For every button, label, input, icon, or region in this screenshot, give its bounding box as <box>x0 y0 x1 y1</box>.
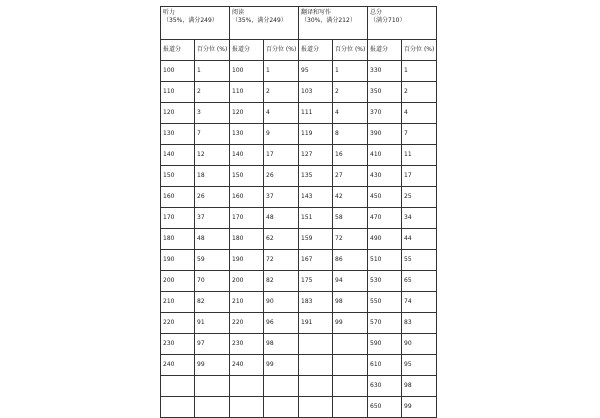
listening-score-cell: 120 <box>161 103 195 124</box>
total-percentile-cell: 98 <box>402 376 437 397</box>
column-header-percentile: 百分位 (%) <box>264 40 299 61</box>
reading-percentile-cell: 26 <box>264 166 299 187</box>
translation-writing-percentile-cell <box>333 334 368 355</box>
translation-writing-score-cell <box>299 334 333 355</box>
score-percentile-table <box>160 6 437 418</box>
table-row <box>161 145 437 166</box>
section-name: 总分 <box>370 9 383 16</box>
total-score-cell: 430 <box>368 166 402 187</box>
total-percentile-cell: 44 <box>402 229 437 250</box>
listening-score-cell: 240 <box>161 355 195 376</box>
total-score-cell: 470 <box>368 208 402 229</box>
listening-percentile-cell: 7 <box>195 124 230 145</box>
listening-percentile-cell: 48 <box>195 229 230 250</box>
table-row <box>161 376 437 397</box>
column-header-score: 报道分 <box>368 40 402 61</box>
translation-writing-percentile-cell: 94 <box>333 271 368 292</box>
column-header-score: 报道分 <box>161 40 195 61</box>
total-percentile-cell: 90 <box>402 334 437 355</box>
listening-score-cell: 190 <box>161 250 195 271</box>
section-header-listening <box>161 7 230 40</box>
total-score-cell: 410 <box>368 145 402 166</box>
total-score-cell: 590 <box>368 334 402 355</box>
reading-percentile-cell: 96 <box>264 313 299 334</box>
listening-score-cell: 130 <box>161 124 195 145</box>
reading-score-cell: 130 <box>230 124 264 145</box>
listening-percentile-cell: 99 <box>195 355 230 376</box>
reading-score-cell: 110 <box>230 82 264 103</box>
listening-percentile-cell: 3 <box>195 103 230 124</box>
column-header-percentile: 百分位 (%) <box>333 40 368 61</box>
table-row <box>161 61 437 82</box>
listening-score-cell: 150 <box>161 166 195 187</box>
total-percentile-cell: 17 <box>402 166 437 187</box>
table-row <box>161 124 437 145</box>
table-row <box>161 292 437 313</box>
total-percentile-cell: 83 <box>402 313 437 334</box>
section-header-row <box>161 7 437 40</box>
column-header-score: 报道分 <box>230 40 264 61</box>
total-score-cell: 510 <box>368 250 402 271</box>
reading-percentile-cell: 62 <box>264 229 299 250</box>
translation-writing-score-cell <box>299 376 333 397</box>
listening-percentile-cell: 70 <box>195 271 230 292</box>
section-name: 阅读 <box>232 9 245 16</box>
reading-score-cell: 170 <box>230 208 264 229</box>
translation-writing-percentile-cell: 72 <box>333 229 368 250</box>
total-percentile-cell: 1 <box>402 61 437 82</box>
reading-score-cell: 240 <box>230 355 264 376</box>
column-header-percentile: 百分位 (%) <box>402 40 437 61</box>
total-score-cell: 450 <box>368 187 402 208</box>
reading-score-cell: 100 <box>230 61 264 82</box>
translation-writing-percentile-cell <box>333 376 368 397</box>
total-score-cell: 530 <box>368 271 402 292</box>
section-header-translation-writing <box>299 7 368 40</box>
table-row <box>161 250 437 271</box>
reading-percentile-cell: 2 <box>264 82 299 103</box>
translation-writing-score-cell <box>299 355 333 376</box>
table-row <box>161 313 437 334</box>
reading-percentile-cell: 48 <box>264 208 299 229</box>
table-row <box>161 355 437 376</box>
reading-percentile-cell: 72 <box>264 250 299 271</box>
total-percentile-cell: 34 <box>402 208 437 229</box>
listening-score-cell: 220 <box>161 313 195 334</box>
translation-writing-percentile-cell: 1 <box>333 61 368 82</box>
translation-writing-score-cell: 103 <box>299 82 333 103</box>
listening-score-cell: 100 <box>161 61 195 82</box>
reading-score-cell: 160 <box>230 187 264 208</box>
reading-score-cell: 180 <box>230 229 264 250</box>
listening-percentile-cell: 1 <box>195 61 230 82</box>
section-subtitle: （35%，满分249） <box>163 17 218 24</box>
translation-writing-score-cell: 183 <box>299 292 333 313</box>
section-subtitle: （满分710） <box>370 17 406 24</box>
reading-score-cell: 120 <box>230 103 264 124</box>
translation-writing-score-cell: 175 <box>299 271 333 292</box>
total-score-cell: 370 <box>368 103 402 124</box>
total-score-cell: 610 <box>368 355 402 376</box>
listening-percentile-cell: 91 <box>195 313 230 334</box>
reading-percentile-cell: 99 <box>264 355 299 376</box>
translation-writing-score-cell: 111 <box>299 103 333 124</box>
reading-score-cell <box>230 376 264 397</box>
listening-score-cell: 160 <box>161 187 195 208</box>
table-row <box>161 187 437 208</box>
translation-writing-score-cell: 135 <box>299 166 333 187</box>
section-subtitle: （30%，满分212） <box>301 17 356 24</box>
reading-score-cell: 220 <box>230 313 264 334</box>
total-score-cell: 490 <box>368 229 402 250</box>
total-score-cell: 650 <box>368 397 402 418</box>
column-header-percentile: 百分位 (%) <box>195 40 230 61</box>
translation-writing-score-cell: 167 <box>299 250 333 271</box>
table-row <box>161 229 437 250</box>
translation-writing-score-cell: 151 <box>299 208 333 229</box>
listening-percentile-cell: 18 <box>195 166 230 187</box>
table-row <box>161 103 437 124</box>
total-score-cell: 570 <box>368 313 402 334</box>
column-header-score: 报道分 <box>299 40 333 61</box>
translation-writing-score-cell: 127 <box>299 145 333 166</box>
total-percentile-cell: 65 <box>402 271 437 292</box>
listening-percentile-cell: 97 <box>195 334 230 355</box>
translation-writing-percentile-cell: 2 <box>333 82 368 103</box>
translation-writing-percentile-cell: 16 <box>333 145 368 166</box>
listening-percentile-cell: 82 <box>195 292 230 313</box>
translation-writing-percentile-cell: 99 <box>333 313 368 334</box>
total-percentile-cell: 2 <box>402 82 437 103</box>
reading-percentile-cell: 17 <box>264 145 299 166</box>
table-row <box>161 82 437 103</box>
listening-score-cell: 170 <box>161 208 195 229</box>
reading-percentile-cell <box>264 376 299 397</box>
total-score-cell: 330 <box>368 61 402 82</box>
total-percentile-cell: 11 <box>402 145 437 166</box>
reading-score-cell: 150 <box>230 166 264 187</box>
translation-writing-percentile-cell: 86 <box>333 250 368 271</box>
total-percentile-cell: 55 <box>402 250 437 271</box>
translation-writing-score-cell: 95 <box>299 61 333 82</box>
total-score-cell: 390 <box>368 124 402 145</box>
reading-score-cell: 210 <box>230 292 264 313</box>
total-percentile-cell: 95 <box>402 355 437 376</box>
translation-writing-percentile-cell: 8 <box>333 124 368 145</box>
reading-score-cell: 230 <box>230 334 264 355</box>
reading-score-cell: 200 <box>230 271 264 292</box>
column-header-row <box>161 40 437 61</box>
reading-percentile-cell: 98 <box>264 334 299 355</box>
total-percentile-cell: 25 <box>402 187 437 208</box>
listening-score-cell: 210 <box>161 292 195 313</box>
translation-writing-percentile-cell: 98 <box>333 292 368 313</box>
reading-percentile-cell: 90 <box>264 292 299 313</box>
translation-writing-percentile-cell <box>333 355 368 376</box>
translation-writing-score-cell: 143 <box>299 187 333 208</box>
total-percentile-cell: 99 <box>402 397 437 418</box>
section-name: 翻译和写作 <box>301 9 332 16</box>
reading-score-cell: 140 <box>230 145 264 166</box>
total-percentile-cell: 4 <box>402 103 437 124</box>
translation-writing-score-cell: 191 <box>299 313 333 334</box>
reading-percentile-cell: 82 <box>264 271 299 292</box>
reading-percentile-cell: 37 <box>264 187 299 208</box>
total-percentile-cell: 74 <box>402 292 437 313</box>
reading-score-cell: 190 <box>230 250 264 271</box>
total-percentile-cell: 7 <box>402 124 437 145</box>
total-score-cell: 630 <box>368 376 402 397</box>
listening-score-cell <box>161 376 195 397</box>
section-header-reading <box>230 7 299 40</box>
table-row <box>161 334 437 355</box>
listening-score-cell: 200 <box>161 271 195 292</box>
section-name: 听力 <box>163 9 176 16</box>
listening-percentile-cell: 26 <box>195 187 230 208</box>
listening-percentile-cell <box>195 376 230 397</box>
translation-writing-percentile-cell: 58 <box>333 208 368 229</box>
section-subtitle: （35%，满分249） <box>232 17 287 24</box>
listening-score-cell: 180 <box>161 229 195 250</box>
listening-percentile-cell: 37 <box>195 208 230 229</box>
translation-writing-percentile-cell: 27 <box>333 166 368 187</box>
total-score-cell: 550 <box>368 292 402 313</box>
table-row <box>161 208 437 229</box>
reading-percentile-cell: 9 <box>264 124 299 145</box>
translation-writing-score-cell: 159 <box>299 229 333 250</box>
section-header-total <box>368 7 437 40</box>
listening-percentile-cell: 59 <box>195 250 230 271</box>
listening-percentile-cell: 2 <box>195 82 230 103</box>
total-score-cell: 350 <box>368 82 402 103</box>
table-row <box>161 271 437 292</box>
table-row <box>161 166 437 187</box>
reading-percentile-cell: 1 <box>264 61 299 82</box>
listening-score-cell: 140 <box>161 145 195 166</box>
listening-score-cell: 230 <box>161 334 195 355</box>
listening-score-cell: 110 <box>161 82 195 103</box>
listening-percentile-cell: 12 <box>195 145 230 166</box>
translation-writing-score-cell: 119 <box>299 124 333 145</box>
translation-writing-percentile-cell: 42 <box>333 187 368 208</box>
reading-percentile-cell: 4 <box>264 103 299 124</box>
translation-writing-percentile-cell: 4 <box>333 103 368 124</box>
